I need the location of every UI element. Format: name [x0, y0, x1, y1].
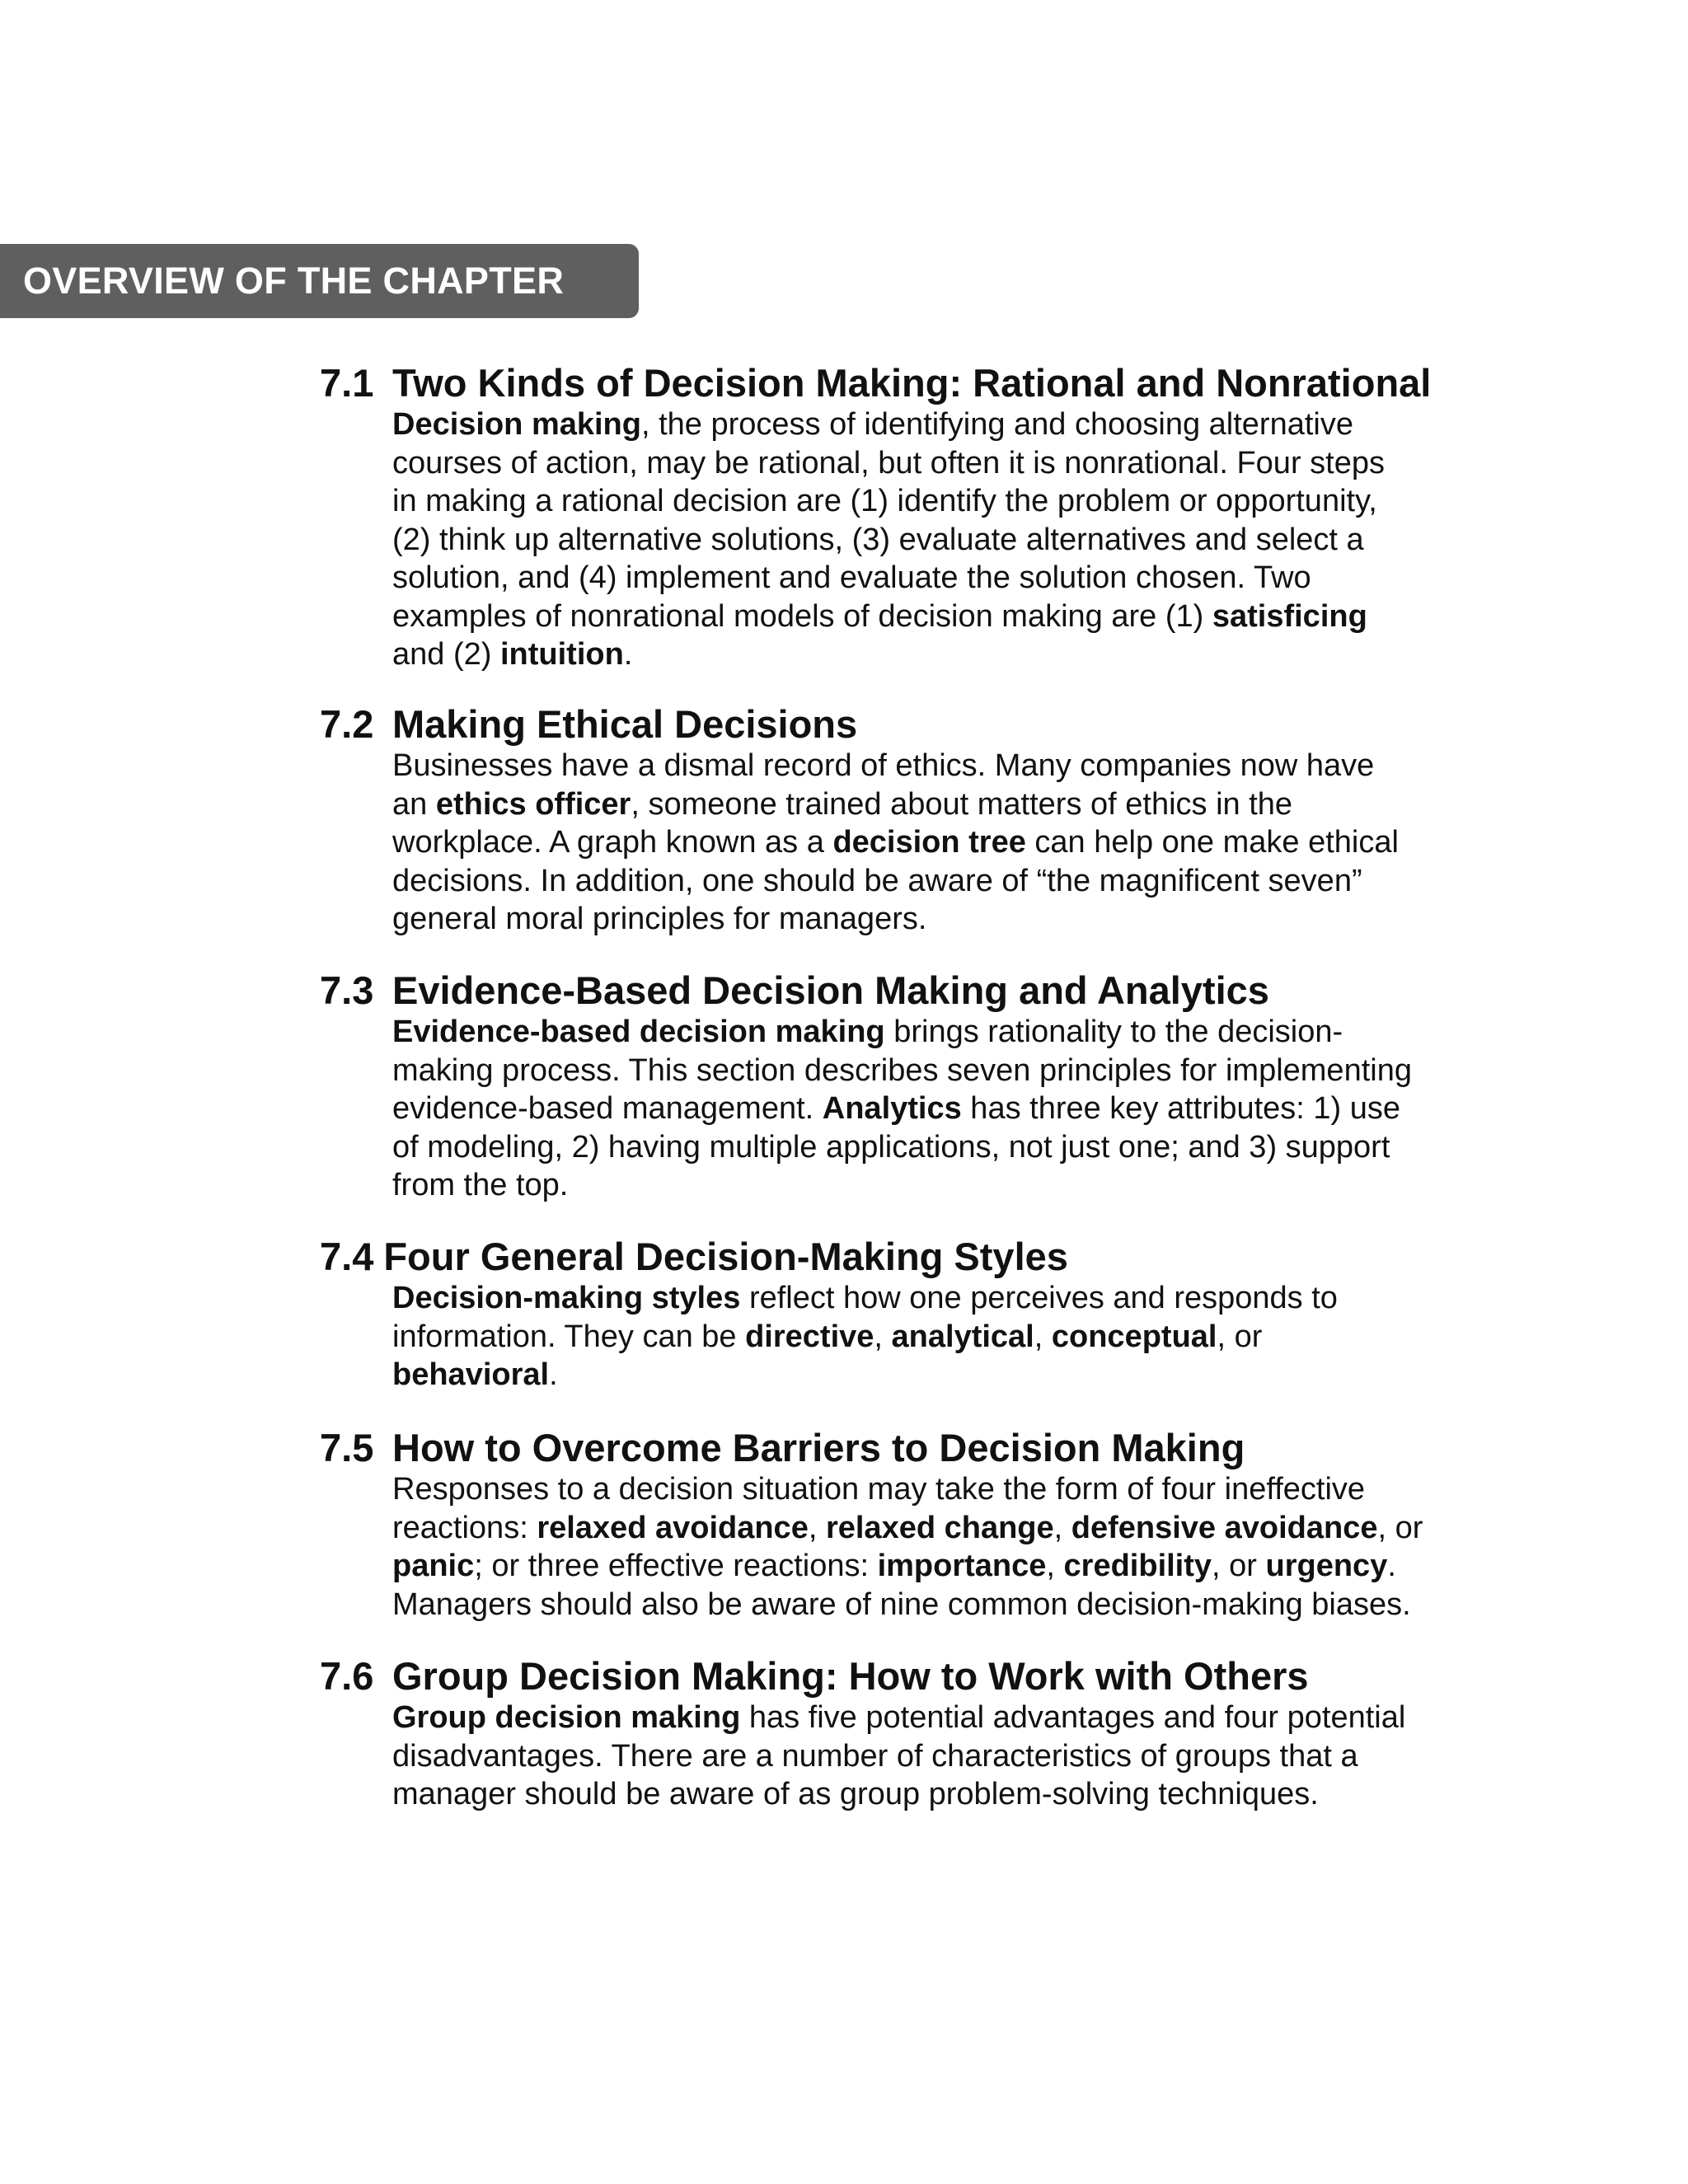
body-line [392, 862, 1490, 901]
bold-term: Decision-making styles [392, 1281, 741, 1315]
body-line [392, 747, 1490, 785]
body-line [392, 1013, 1490, 1052]
section-body [392, 405, 1490, 674]
body-line [392, 521, 1490, 560]
bold-term: urgency [1265, 1549, 1388, 1583]
body-text: . [1387, 1549, 1396, 1583]
section-number: 7.5 [320, 1426, 374, 1469]
section-4 [320, 1235, 1490, 1394]
body-line [392, 1166, 1490, 1205]
body-line [392, 1128, 1490, 1167]
body-line [392, 1279, 1490, 1318]
section-number: 7.4 [320, 1235, 374, 1278]
body-text: Responses to a decision situation may take the form of four ineffective [392, 1472, 1366, 1507]
body-line [392, 1470, 1490, 1509]
section-2 [320, 702, 1490, 939]
section-body [392, 1699, 1490, 1814]
section-heading [320, 968, 1490, 1013]
section-3 [320, 968, 1490, 1205]
body-line [392, 405, 1490, 444]
section-title: Evidence-Based Decision Making and Analytics [392, 968, 1269, 1012]
body-text: courses of action, may be rational, but often it is nonrational. Four steps [392, 445, 1385, 480]
body-text: in making a rational decision are (1) identify the problem or opportunity, [392, 484, 1377, 518]
body-text: solution, and (4) implement and evaluate the solution chosen. Two [392, 560, 1311, 595]
body-text: has three key attributes: 1) use [961, 1091, 1401, 1126]
body-text: can help one make ethical [1025, 825, 1399, 860]
section-number: 7.3 [320, 968, 374, 1012]
body-line [392, 1509, 1490, 1548]
body-line [392, 1547, 1490, 1586]
body-text: making process. This section describes seven principles for implementing [392, 1052, 1412, 1088]
bold-term: defensive avoidance [1071, 1510, 1378, 1545]
body-text: ; or three effective reactions: [474, 1549, 878, 1583]
bold-term: intuition [499, 637, 624, 672]
section-6 [320, 1654, 1490, 1814]
body-line [392, 823, 1490, 862]
bold-term: analytical [891, 1319, 1034, 1354]
body-text: of modeling, 2) having multiple applications, not just one; and 3) support [392, 1129, 1390, 1165]
body-text: information. They can be [392, 1319, 746, 1354]
section-title: Four General Decision-Making Styles [383, 1235, 1068, 1278]
section-title: Group Decision Making: How to Work with Others [392, 1654, 1309, 1698]
bold-term: importance [877, 1549, 1047, 1583]
section-number: 7.2 [320, 702, 374, 746]
body-line [392, 1737, 1490, 1776]
section-body [392, 747, 1490, 939]
section-heading [320, 1426, 1490, 1470]
bold-term: Evidence-based decision making [392, 1015, 885, 1049]
body-line [392, 482, 1490, 521]
body-line [392, 1586, 1490, 1624]
section-1 [320, 361, 1490, 674]
bold-term: relaxed avoidance [537, 1510, 809, 1545]
body-text: , or [1377, 1510, 1423, 1545]
body-line [392, 1699, 1490, 1737]
body-text: , [1046, 1549, 1064, 1583]
body-text: Businesses have a dismal record of ethics. Many companies now have [392, 748, 1375, 783]
section-title: Two Kinds of Decision Making: Rational and Nonrational [392, 361, 1432, 405]
body-text: , [1053, 1510, 1071, 1545]
section-number: 7.1 [320, 361, 374, 405]
bold-term: decision tree [832, 825, 1026, 860]
body-text: . [549, 1357, 558, 1392]
body-text: disadvantages. There are a number of characteristics of groups that a [392, 1738, 1358, 1774]
bold-term: relaxed change [825, 1510, 1054, 1545]
body-text: , someone trained about matters of ethics in the [631, 786, 1293, 822]
section-body [392, 1470, 1490, 1624]
body-text: evidence-based management. [392, 1091, 823, 1126]
body-text: Managers should also be aware of nine common decision-making biases. [392, 1586, 1411, 1622]
section-heading [320, 1235, 1490, 1279]
section-heading [320, 361, 1490, 405]
bold-term: ethics officer [435, 786, 631, 822]
bold-term: behavioral [392, 1357, 550, 1392]
section-heading [320, 1654, 1490, 1699]
body-text: (2) think up alternative solutions, (3) evaluate alternatives and select a [392, 522, 1364, 557]
body-text: workplace. A graph known as a [392, 825, 833, 860]
bold-term: credibility [1063, 1549, 1212, 1583]
body-line [392, 444, 1490, 483]
body-line [392, 1052, 1490, 1090]
body-text: an [392, 786, 436, 822]
body-text: manager should be aware of as group problem-solving techniques. [392, 1777, 1319, 1811]
body-line [392, 559, 1490, 598]
body-text: examples of nonrational models of decision making are (1) [392, 598, 1212, 634]
body-text: decisions. In addition, one should be aware of “the magnificent seven” [392, 863, 1362, 898]
body-text: reflect how one perceives and responds to [740, 1281, 1338, 1315]
section-5 [320, 1426, 1490, 1624]
section-heading [320, 702, 1490, 747]
body-text: , [874, 1319, 892, 1354]
section-title: How to Overcome Barriers to Decision Making [392, 1426, 1245, 1469]
body-text: , [1034, 1319, 1052, 1354]
bold-term: conceptual [1051, 1319, 1217, 1354]
body-line [392, 1318, 1490, 1357]
body-text: general moral principles for managers. [392, 902, 927, 936]
body-text: , [808, 1510, 826, 1545]
bold-term: Decision making [392, 407, 641, 442]
body-line [392, 1356, 1490, 1394]
section-body [392, 1013, 1490, 1205]
section-number: 7.6 [320, 1654, 374, 1698]
body-text: reactions: [392, 1510, 537, 1545]
body-text: from the top. [392, 1168, 569, 1202]
section-title: Making Ethical Decisions [392, 702, 858, 746]
bold-term: panic [392, 1549, 475, 1583]
chapter-overview-banner [0, 244, 639, 318]
bold-term: Analytics [822, 1091, 962, 1126]
body-line [392, 1090, 1490, 1128]
body-line [392, 900, 1490, 939]
body-line [392, 635, 1490, 674]
body-text: , the process of identifying and choosing alternative [640, 407, 1353, 442]
body-line [392, 1775, 1490, 1814]
body-text: has five potential advantages and four potential [740, 1700, 1406, 1735]
body-text: and (2) [392, 637, 500, 672]
body-text: , or [1217, 1319, 1263, 1354]
body-text: brings rationality to the decision- [884, 1015, 1343, 1049]
bold-term: Group decision making [392, 1700, 741, 1735]
body-line [392, 785, 1490, 824]
body-text: . [623, 637, 633, 672]
section-body [392, 1279, 1490, 1394]
bold-term: directive [745, 1319, 874, 1354]
banner-title: OVERVIEW OF THE CHAPTER [23, 260, 565, 302]
body-text: , or [1212, 1549, 1266, 1583]
bold-term: satisficing [1212, 598, 1367, 634]
body-line [392, 598, 1490, 636]
